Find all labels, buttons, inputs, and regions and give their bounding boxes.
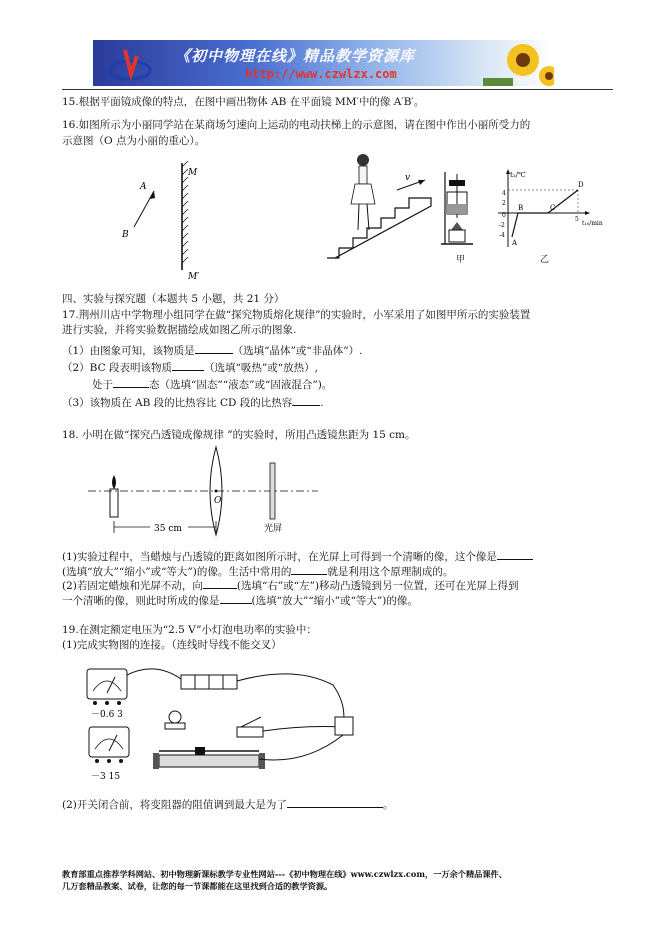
girl-figure [351,154,375,230]
question-18-line1: 18. 小明在做“探究凸透镜成像规律 ”的实验时，所用凸透镜焦距为 15 cm。 [62,429,416,441]
question-17-part3: （3）该物质在 AB 段的比热容比 CD 段的比热容 . [62,394,324,410]
light-bulb [165,711,185,729]
question-17-part2: （2）BC 段表明该物质 （选填“吸热”或“放热）, [62,359,318,375]
point-B: B [518,204,524,212]
mirror-M-prime-label: M′ [188,272,200,282]
ytick-label: 0 [502,212,506,219]
point-A-label: A [140,182,147,192]
distance-label: 35 cm [154,524,182,534]
question-18-part2b: 一个清晰的像，则此时所成的像是 (选填“放大”“缩小”或“等大”)的像。 [62,592,418,608]
point-A: A [512,239,518,247]
escalator-figure [325,150,445,262]
answer-blank[interactable] [497,548,533,560]
answer-blank[interactable] [172,359,204,371]
footer-line1: 教育部重点推荐学科网站、初中物理新课标教学专业性网站---《初中物理在线》www.czwlzx.com，一万余个精品课件、 [62,869,507,879]
mirror-M-label: M [188,168,198,178]
circuit-figure [85,655,385,787]
mirror-figure [110,155,220,285]
question-18-part1b: (选填“放大”“缩小”或“等大”)的像。生活中常用的 就是利用这个原理制成的。 [62,563,453,579]
melting-graph [478,165,618,255]
xtick-label: 5 [575,216,579,223]
question-18-part2: (2)若固定蜡烛和光屏不动，向 (选填“右”或“左”)移动凸透镜到另一位置，还可在光屏上得到 [62,577,519,593]
answer-blank[interactable] [291,563,327,575]
header-rule [62,89,613,90]
answer-blank[interactable] [287,796,383,808]
point-B-label: B [122,230,129,240]
heating-apparatus [437,170,477,260]
site-logo [107,46,153,82]
graph-xlabel: t₁₀/min [582,220,603,227]
question-15: 15.根据平面镜成像的特点，在图中画出物体 AB 在平面镜 MM′中的像 A′B′。 [62,96,425,108]
point-C: C [550,204,556,212]
velocity-label: v [405,173,411,183]
question-17-line2: 进行实验，并将实验数据描绘成如图乙所示的图象. [62,324,297,336]
header-banner [93,40,554,86]
ammeter-terminal-label: －0.6 3 [91,710,123,720]
ytick-label: 4 [502,190,506,197]
question-17-part2b: 处于 态（选填“固态”“液态”或“固液混合”)。 [92,376,332,392]
sunflower-image [483,40,554,86]
question-17-part1: （1）由图象可知，该物质是 （选填“晶体”或“非晶体”）. [62,342,363,358]
section-4-title: 四、实验与探究题（本题共 5 小题，共 21 分） [62,293,285,305]
figure-yi-label: 乙 [540,255,550,265]
voltmeter [89,727,129,763]
question-18-part1: (1)实验过程中，当蜡烛与凸透镜的距离如图所示时，在光屏上可得到一个清晰的像，这个像是 [62,548,533,564]
rheostat [153,747,265,769]
banner-url: http://www.czwlzx.com [245,67,397,81]
graph-ylabel: t₂/℃ [510,171,526,179]
ytick-label: -4 [499,232,505,239]
lens-center-label: O [214,496,222,506]
ytick-label: 2 [502,200,506,207]
answer-blank[interactable] [220,592,252,604]
ytick-label: -2 [499,222,505,229]
question-19-part2: (2)开关闭合前，将变阻器的阻值调到最大是为了 。 [62,796,393,812]
question-19-line2: (1)完成实物图的连接。（连线时导线不能交叉） [62,639,282,651]
answer-blank[interactable] [203,577,237,589]
question-17-line1: 17.荆州川店中学物理小组同学在做“探究物质熔化规律”的实验时，小军采用了如图甲所示的实验装置 [62,309,531,321]
lens-figure [88,445,348,543]
point-D: D [578,181,584,189]
question-19-line1: 19.在测定额定电压为“2.5 V”小灯泡电功率的实验中： [62,624,317,636]
banner-title: 《初中物理在线》精品教学资源库 [175,47,416,65]
question-16-line1: 16.如图所示为小丽同学站在某商场匀速向上运动的电动扶梯上的示意图，请在图中作出小丽所受力的 [62,119,531,131]
screen-label: 光屏 [264,524,283,534]
answer-blank[interactable] [292,394,320,406]
switch [237,717,263,737]
question-16-line2: 示意图（O 点为小丽的重心）。 [62,135,206,147]
answer-blank[interactable] [113,376,149,388]
ammeter [87,669,127,705]
figure-jia-label: 甲 [456,255,466,265]
voltmeter-terminal-label: －3 15 [91,772,121,782]
footer-line2: 几万套精品教案、试卷，让您的每一节课都能在这里找到合适的教学资源。 [62,881,333,891]
answer-blank[interactable] [195,342,233,354]
battery [181,675,237,689]
